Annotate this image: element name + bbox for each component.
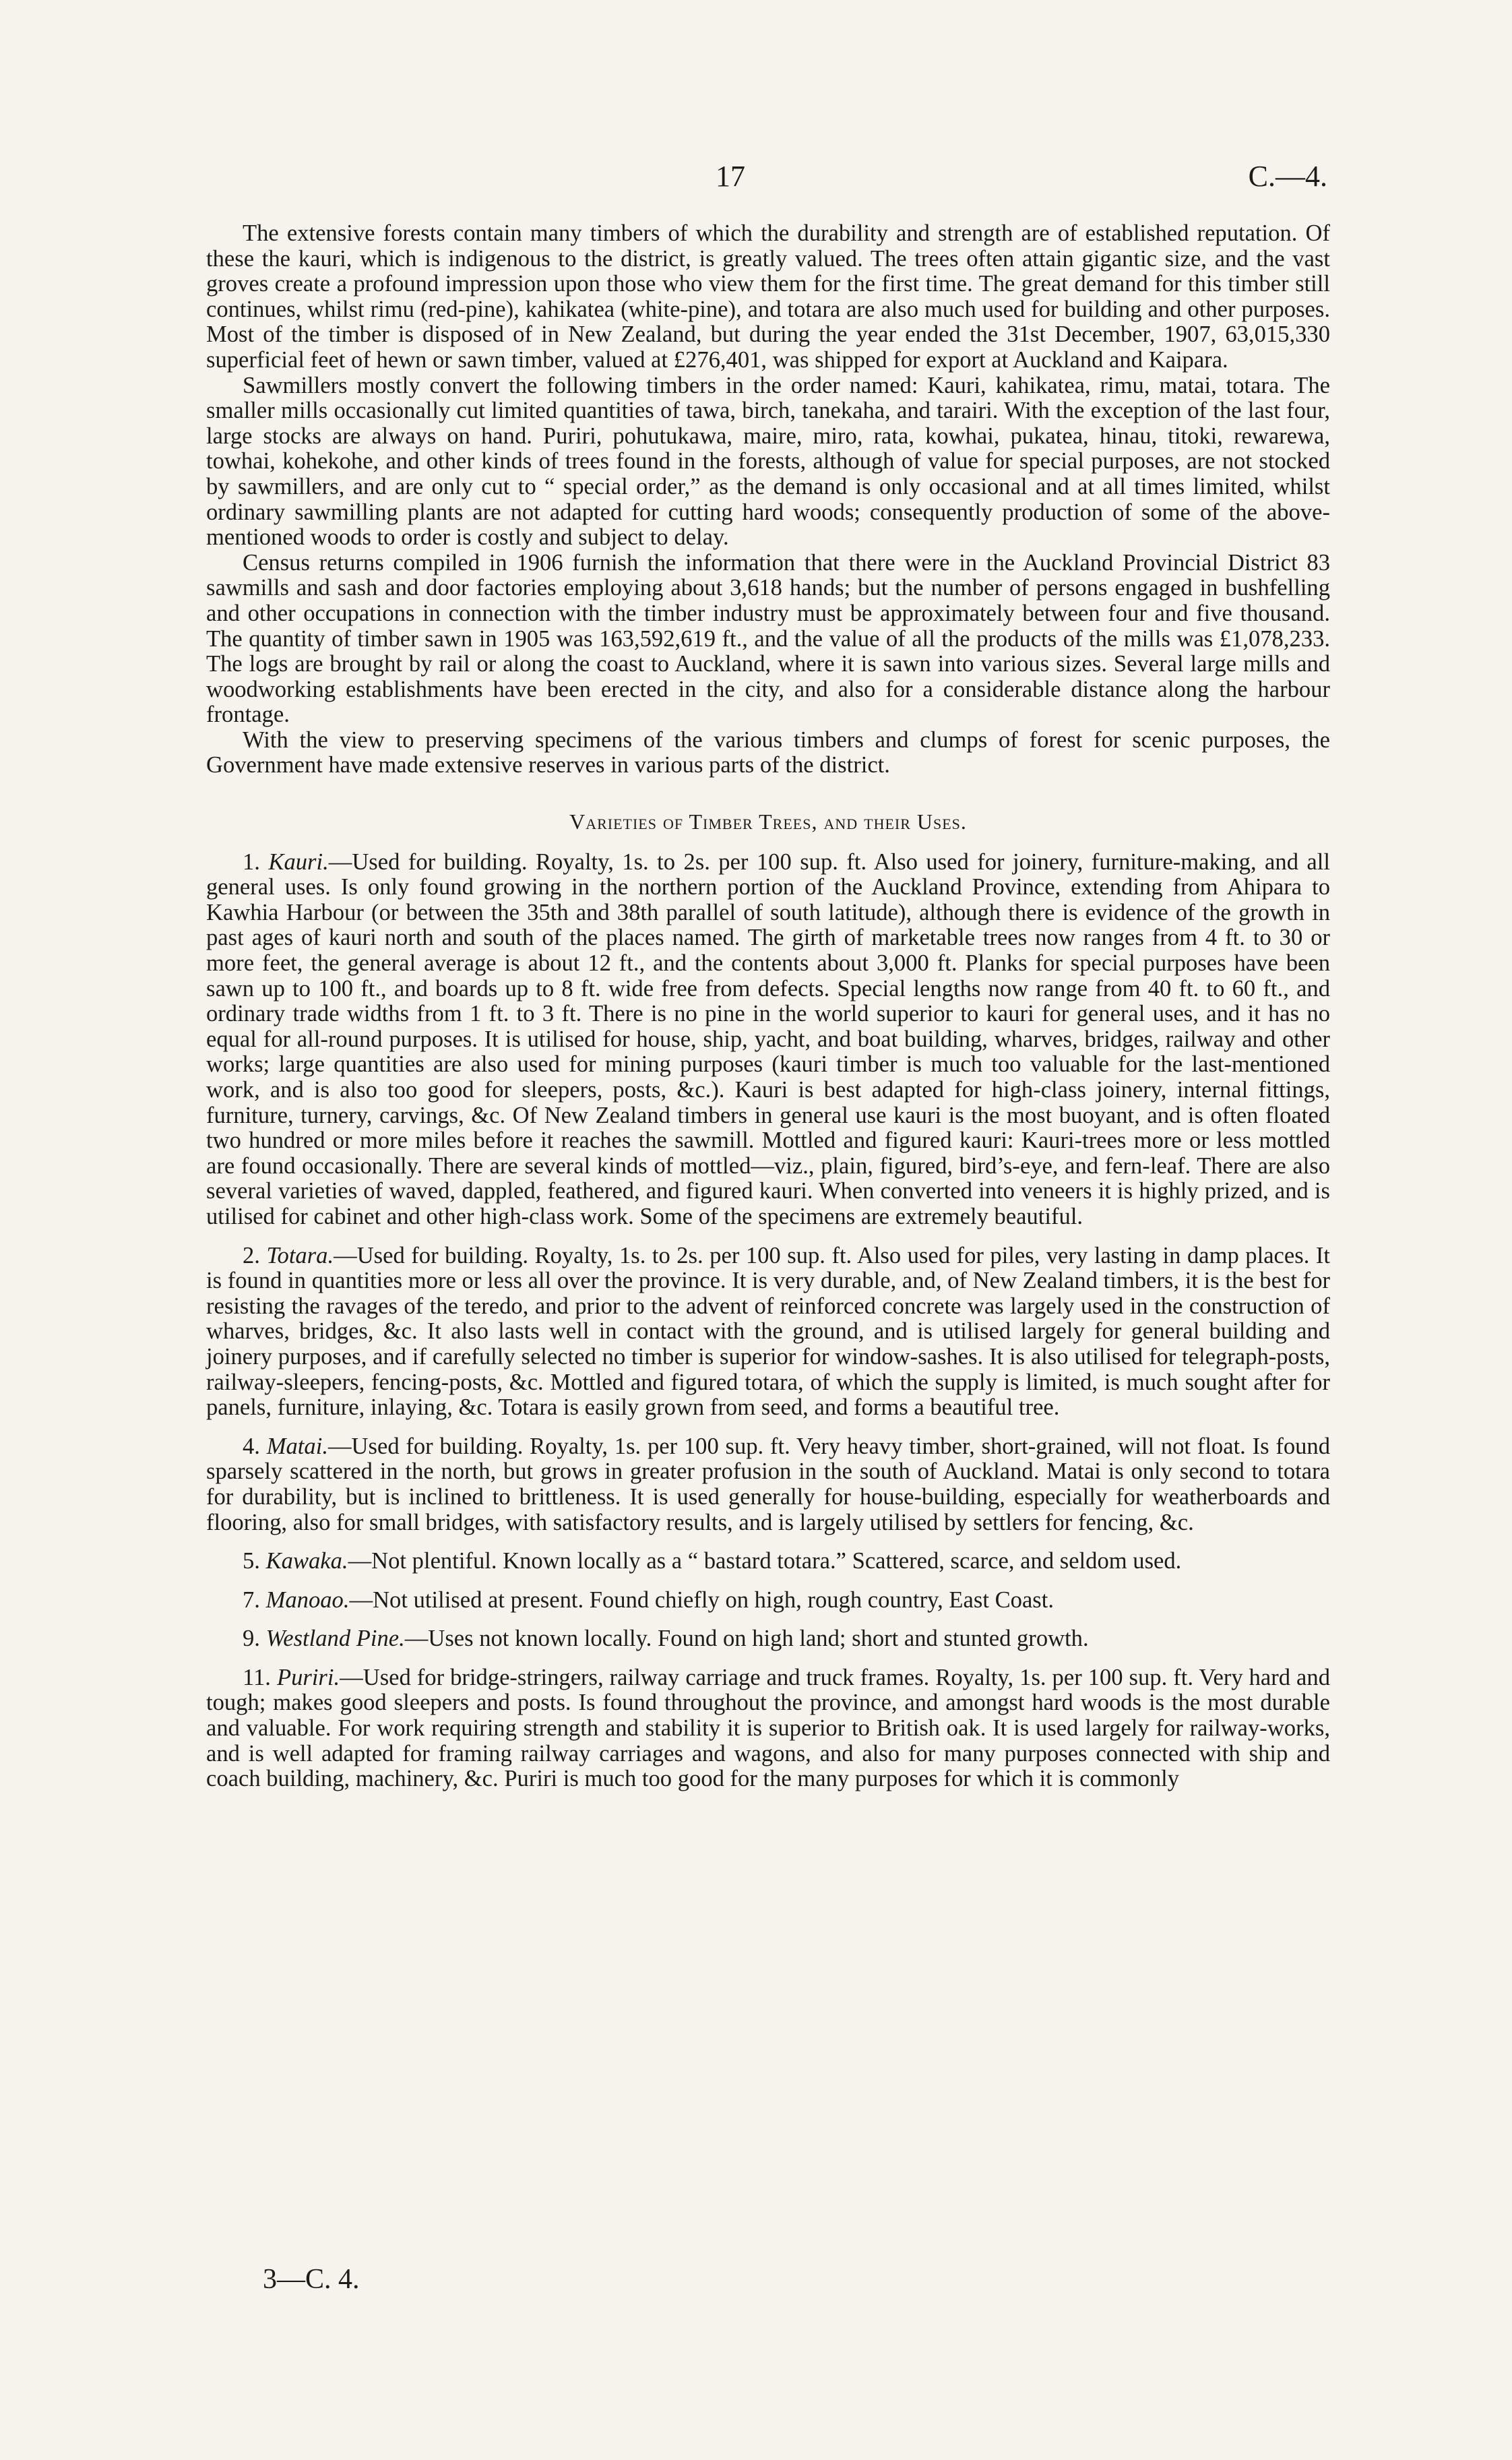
timber-entry: [206, 1665, 1330, 1792]
entry-text: —Used for building. Royalty, 1s. to 2s. per 100 sup. ft. Also used for piles, very lasting in damp places. It is found in quantities more or less all over the province. It is very durable, and, of New Zealand timbers, it is the best for resisting the ravages of the teredo, and prior to the advent of reinforced concrete was largely used in the construction of wharves, bridges, &c. It also lasts well in contact with the ground, and is utilised largely for general building and joinery purposes, and if carefully selected no timber is superior for window-sashes. It is also utilised for telegraph-posts, railway-sleepers, fencing-posts, &c. Mottled and figured totara, of which the supply is limited, is much sought after for panels, furniture, inlaying, &c. Totara is easily grown from seed, and forms a beautiful tree.: [206, 1242, 1330, 1421]
entry-number: 5.: [243, 1548, 260, 1574]
intro-paragraph: The extensive forests contain many timbers of which the durability and strength are of established reputation. Of these the kauri, which is indigenous to the district, is greatly valued. The trees often attain gigantic size, and the vast groves create a profound impression upon those who view them for the first time. The great demand for this timber still continues, whilst rimu (red-pine), kahikatea (white-pine), and totara are also much used for building and other purposes. Most of the timber is disposed of in New Zealand, but during the year ended the 31st December, 1907, 63,015,330 superficial feet of hewn or sawn timber, valued at £276,401, was shipped for export at Auckland and Kaipara.: [206, 220, 1330, 373]
printer-signature: 3—C. 4.: [263, 2264, 360, 2295]
entry-number: 11.: [243, 1664, 271, 1690]
page-header: [0, 159, 1512, 199]
timber-entry: [206, 1549, 1330, 1574]
entry-name: Kauri.: [268, 849, 329, 875]
entry-text: —Used for building. Royalty, 1s. to 2s. per 100 sup. ft. Also used for joinery, furniture-making, and all general uses. Is only found growing in the northern portion of the Auckland Province, extending from Ahipara to Kawhia Harbour (or between the 35th and 38th parallel of south latitude), although there is evidence of the growth in past ages of kauri north and south of the places named. The girth of marketable trees now ranges from 4 ft. to 30 or more feet, the general average is about 12 ft., and the contents about 3,000 ft. Planks for special purposes have been sawn up to 100 ft., and boards up to 8 ft. wide free from defects. Special lengths now range from 40 ft. to 60 ft., and ordinary trade widths from 1 ft. to 3 ft. There is no pine in the world superior to kauri for general uses, and it has no equal for all-round purposes. It is utilised for house, ship, yacht, and boat building, wharves, bridges, railway and other works; large quantities are also used for mining purposes (kauri timber is much too valuable for the last-mentioned work, and is also too good for sleepers, posts, &c.). Kauri is best adapted for high-class joinery, internal fittings, furniture, turnery, carvings, &c. Of New Zealand timbers in general use kauri is the most buoyant, and is often floated two hundred or more miles before it reaches the sawmill. Mottled and figured kauri: Kauri-trees more or less mottled are found occasionally. There are several kinds of mottled—viz., plain, figured, bird’s-eye, and fern-leaf. There are also several varieties of waved, dappled, feathered, and figured kauri. When converted into veneers it is highly prized, and is utilised for cabinet and other high-class work. Some of the specimens are extremely beautiful.: [206, 849, 1330, 1229]
entry-text: —Used for building. Royalty, 1s. per 100 sup. ft. Very heavy timber, short-grained, will not float. Is found sparsely scattered in the north, but grows in greater profusion in the south of Auckland. Matai is only second to totara for durability, but is inclined to brittleness. It is used generally for house-building, especially for weatherboards and flooring, also for small bridges, with satisfactory results, and is largely utilised by settlers for fencing, &c.: [206, 1433, 1330, 1535]
entry-number: 4.: [243, 1433, 260, 1459]
entry-name: Matai.: [266, 1433, 328, 1459]
intro-paragraph: Census returns compiled in 1906 furnish the information that there were in the Auckland Provincial District 83 sawmills and sash and door factories employing about 3,618 hands; but the number of persons engaged in bushfelling and other occupations in connection with the timber industry must be approximately between four and five thousand. The quantity of timber sawn in 1905 was 163,592,619 ft., and the value of all the products of the mills was £1,078,233. The logs are brought by rail or along the coast to Auckland, where it is sawn into various sizes. Several large mills and woodworking establishments have been erected in the city, and also for a considerable distance along the harbour frontage.: [206, 549, 1330, 728]
entry-name: Kawaka.: [265, 1548, 348, 1574]
entry-name: Manoao.: [265, 1587, 350, 1613]
entry-number: 7.: [243, 1587, 260, 1613]
timber-entry: [206, 1588, 1330, 1613]
document-code: C.—4.: [1248, 160, 1327, 193]
section-heading: Varieties of Timber Trees, and their Uses.: [569, 809, 967, 834]
timber-entry: [206, 1434, 1330, 1535]
page-number: 17: [716, 160, 745, 193]
entry-text: —Not plentiful. Known locally as a “ bastard totara.” Scattered, scarce, and seldom used.: [348, 1548, 1182, 1574]
intro-paragraph: With the view to preserving specimens of the various timbers and clumps of forest for scenic purposes, the Government have made extensive reserves in various parts of the district.: [206, 727, 1330, 778]
entry-text: —Used for bridge-stringers, railway carriage and truck frames. Royalty, 1s. per 100 sup. ft. Very hard and tough; makes good sleepers and posts. Is found throughout the province, and amongst hard woods is the most durable and valuable. For work requiring strength and stability it is superior to British oak. It is used largely for railway-works, and is well adapted for framing railway carriages and wagons, and also for many purposes connected with ship and coach building, machinery, &c. Puriri is much too good for the many purposes for which it is commonly: [206, 1664, 1330, 1792]
intro-paragraph: Sawmillers mostly convert the following timbers in the order named: Kauri, kahikatea, rimu, matai, totara. The smaller mills occasionally cut limited quantities of tawa, birch, tanekaha, and tarairi. With the exception of the last four, large stocks are always on hand. Puriri, pohutukawa, maire, miro, rata, kowhai, pukatea, hinau, titoki, rewarewa, towhai, kohekohe, and other kinds of trees found in the forests, although of value for special purposes, are not stocked by sawmillers, and are only cut to “ special order,” as the demand is only occasional and at all times limited, whilst ordinary sawmilling plants are not adapted for cutting hard woods; consequently production of some of the above-mentioned woods to order is costly and subject to delay.: [206, 372, 1330, 551]
entry-name: Totara.: [266, 1242, 334, 1268]
entry-number: 9.: [243, 1626, 260, 1652]
entry-text: —Uses not known locally. Found on high land; short and stunted growth.: [404, 1626, 1089, 1652]
body-text: [206, 221, 1330, 1792]
entry-number: 1.: [243, 849, 260, 875]
timber-entry: [206, 1626, 1330, 1652]
entry-name: Puriri.: [276, 1664, 340, 1690]
timber-entry: [206, 1243, 1330, 1421]
entry-name: Westland Pine.: [265, 1626, 405, 1652]
entry-text: —Not utilised at present. Found chiefly on high, rough country, East Coast.: [349, 1587, 1054, 1613]
timber-entry: [206, 850, 1330, 1230]
entry-number: 2.: [243, 1242, 260, 1268]
